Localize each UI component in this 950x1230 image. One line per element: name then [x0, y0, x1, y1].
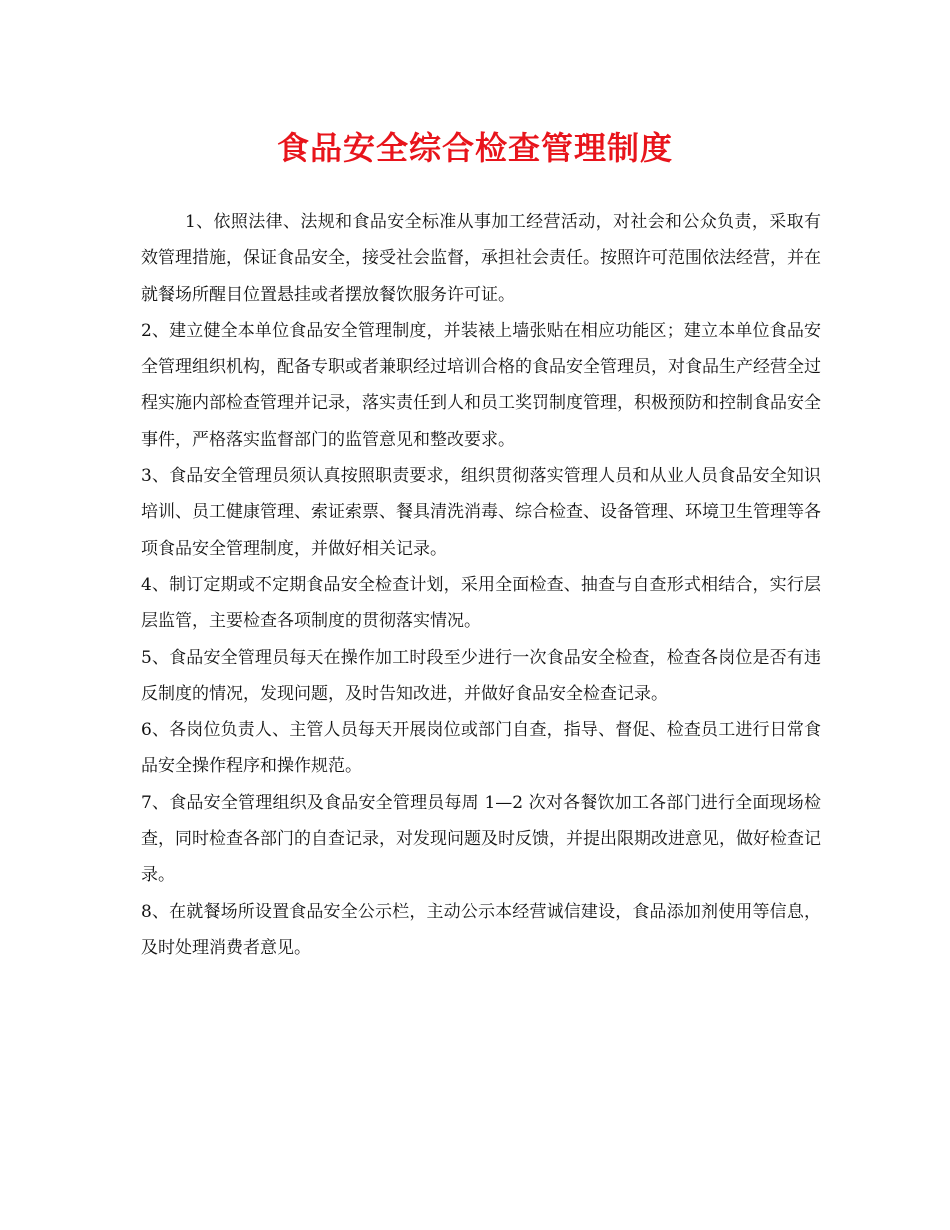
paragraph-6: 6、各岗位负责人、主管人员每天开展岗位或部门自查，指导、督促、检查员工进行日常食品安全操作程序和操作规范。: [141, 720, 821, 777]
document-body: [141, 204, 821, 966]
document-title: 食品安全综合检查管理制度: [276, 129, 673, 167]
paragraph-7: 7、食品安全管理组织及食品安全管理员每周 1—2 次对各餐饮加工各部门进行全面现场检查，同时检查各部门的自查记录，对发现问题及时反馈，并提出限期改进意见，做好检查记录。: [141, 792, 821, 886]
paragraph-2: 2、建立健全本单位食品安全管理制度，并装裱上墙张贴在相应功能区；建立本单位食品安全管理组织机构，配备专职或者兼职经过培训合格的食品安全管理员，对食品生产经营全过程实施内部检查管理并记录，落实责任到人和员工奖罚制度管理，积极预防和控制食品安全事件，严格落实监督部门的监管意见和整改要求。: [141, 320, 821, 450]
paragraph-8: 8、在就餐场所设置食品安全公示栏，主动公示本经营诚信建设，食品添加剂使用等信息，及时处理消费者意见。: [141, 901, 821, 958]
paragraph-3: 3、食品安全管理员须认真按照职责要求，组织贯彻落实管理人员和从业人员食品安全知识培训、员工健康管理、索证索票、餐具清洗消毒、综合检查、设备管理、环境卫生管理等各项食品安全管理制度，并做好相关记录。: [141, 466, 821, 559]
paragraph-5: 5、食品安全管理员每天在操作加工时段至少进行一次食品安全检查，检查各岗位是否有违反制度的情况，发现问题，及时告知改进，并做好食品安全检查记录。: [141, 647, 821, 704]
paragraph-1: 1、依照法律、法规和食品安全标准从事加工经营活动，对社会和公众负责，采取有效管理措施，保证食品安全，接受社会监督，承担社会责任。按照许可范围依法经营，并在就餐场所醒目位置悬挂或者摆放餐饮服务许可证。: [141, 212, 821, 305]
paragraph-4: 4、制订定期或不定期食品安全检查计划，采用全面检查、抽查与自查形式相结合，实行层层监管，主要检查各项制度的贯彻落实情况。: [141, 574, 821, 632]
